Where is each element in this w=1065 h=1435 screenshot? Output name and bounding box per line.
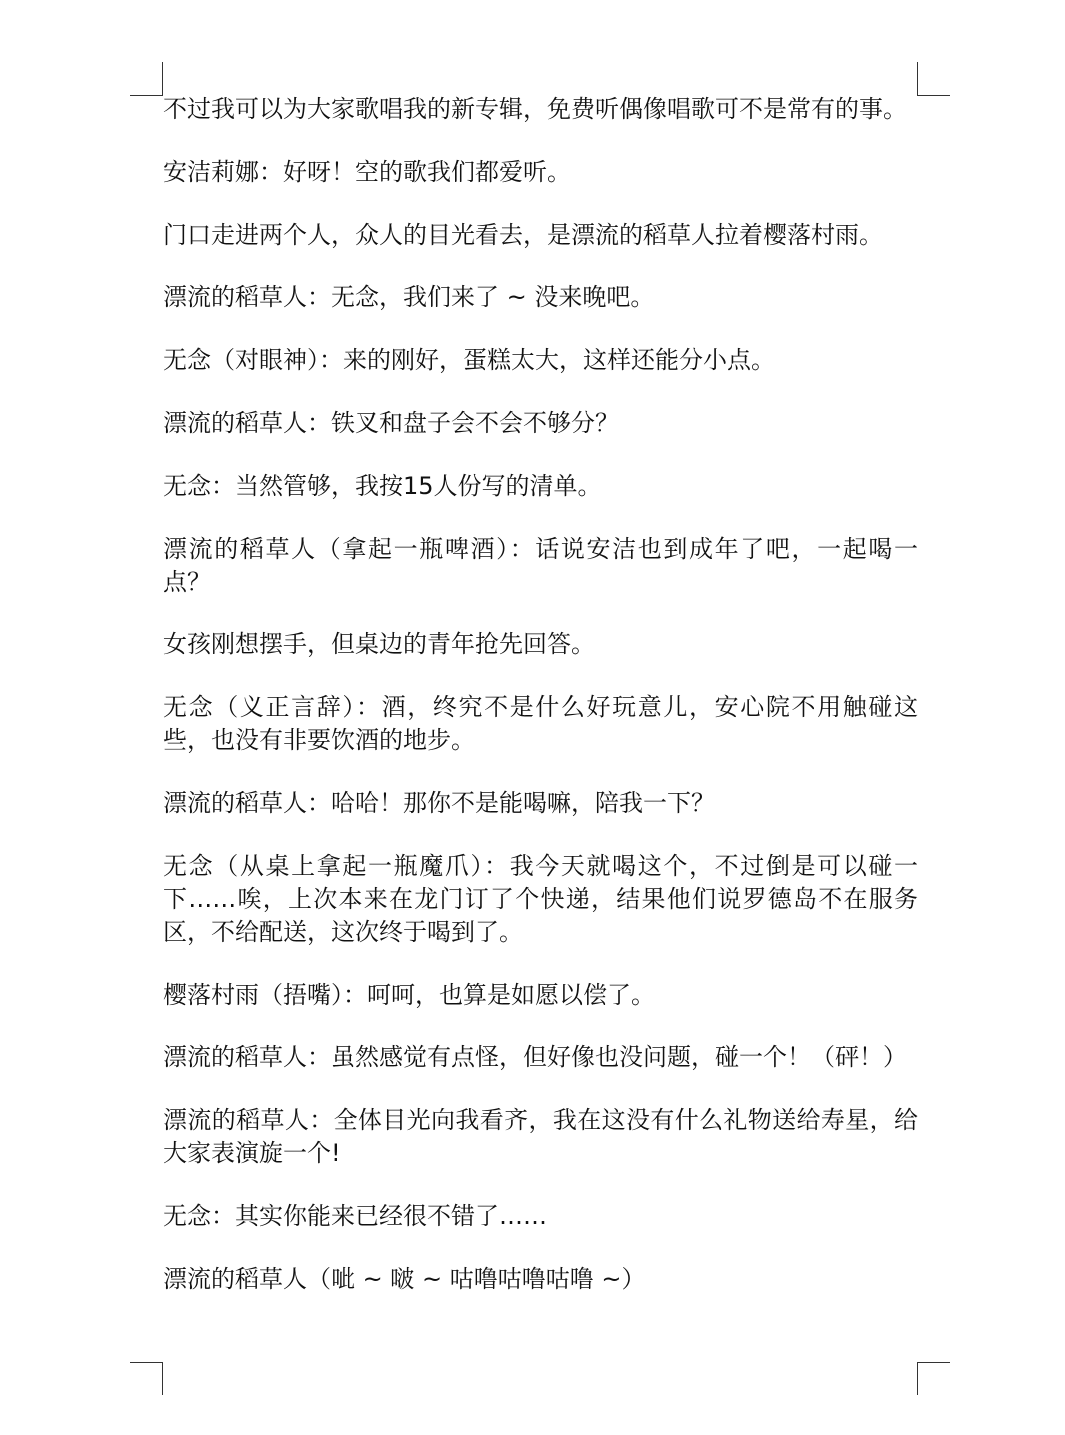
paragraph: 漂流的稻草人：全体目光向我看齐，我在这没有什么礼物送给寿星，给大家表演旋一个! xyxy=(163,1106,918,1168)
crop-mark-top-left-vertical xyxy=(162,62,163,95)
paragraph: 女孩刚想摆手，但桌边的青年抢先回答。 xyxy=(163,630,595,659)
paragraph: 漂流的稻草人（呲 ~ 啵 ~ 咕噜咕噜咕噜 ~） xyxy=(163,1264,646,1293)
paragraph: 无念（对眼神）：来的刚好，蛋糕太大，这样还能分小点。 xyxy=(163,346,775,375)
paragraph: 漂流的稻草人：无念，我们来了 ~ 没来晚吧。 xyxy=(163,283,655,312)
paragraph: 无念：其实你能来已经很不错了…… xyxy=(163,1201,547,1230)
crop-mark-top-left-horizontal xyxy=(130,95,163,96)
paragraph: 漂流的稻草人：哈哈！那你不是能喝嘛，陪我一下？ xyxy=(163,788,715,817)
paragraph: 无念（从桌上拿起一瓶魔爪）：我今天就喝这个，不过倒是可以碰一下……唉，上次本来在龙门订了个快递，结果他们说罗德岛不在服务区，不给配送，这次终于喝到了。 xyxy=(163,851,918,946)
crop-mark-top-right-vertical xyxy=(917,62,918,95)
paragraph: 漂流的稻草人：虽然感觉有点怪，但好像也没问题，碰一个！（砰！） xyxy=(163,1043,907,1072)
paragraph: 樱落村雨（捂嘴）：呵呵，也算是如愿以偿了。 xyxy=(163,980,655,1009)
crop-mark-bottom-left-vertical xyxy=(162,1362,163,1395)
crop-mark-bottom-right-vertical xyxy=(917,1362,918,1395)
paragraph: 漂流的稻草人：铁叉和盘子会不会不够分？ xyxy=(163,408,619,437)
paragraph: 漂流的稻草人（拿起一瓶啤酒）：话说安洁也到成年了吧，一起喝一点？ xyxy=(163,534,918,596)
crop-mark-bottom-right-horizontal xyxy=(917,1362,950,1363)
paragraph: 门口走进两个人，众人的目光看去，是漂流的稻草人拉着樱落村雨。 xyxy=(163,220,883,249)
crop-mark-top-right-horizontal xyxy=(917,95,950,96)
paragraph: 无念：当然管够，我按15人份写的清单。 xyxy=(163,471,602,500)
paragraph: 安洁莉娜：好呀！空的歌我们都爱听。 xyxy=(163,157,571,186)
paragraph: 不过我可以为大家歌唱我的新专辑，免费听偶像唱歌可不是常有的事。 xyxy=(163,95,907,123)
document-body xyxy=(163,93,918,1326)
crop-mark-bottom-left-horizontal xyxy=(130,1362,163,1363)
paragraph: 无念（义正言辞）：酒，终究不是什么好玩意儿，安心院不用触碰这些，也没有非要饮酒的地步。 xyxy=(163,693,918,755)
